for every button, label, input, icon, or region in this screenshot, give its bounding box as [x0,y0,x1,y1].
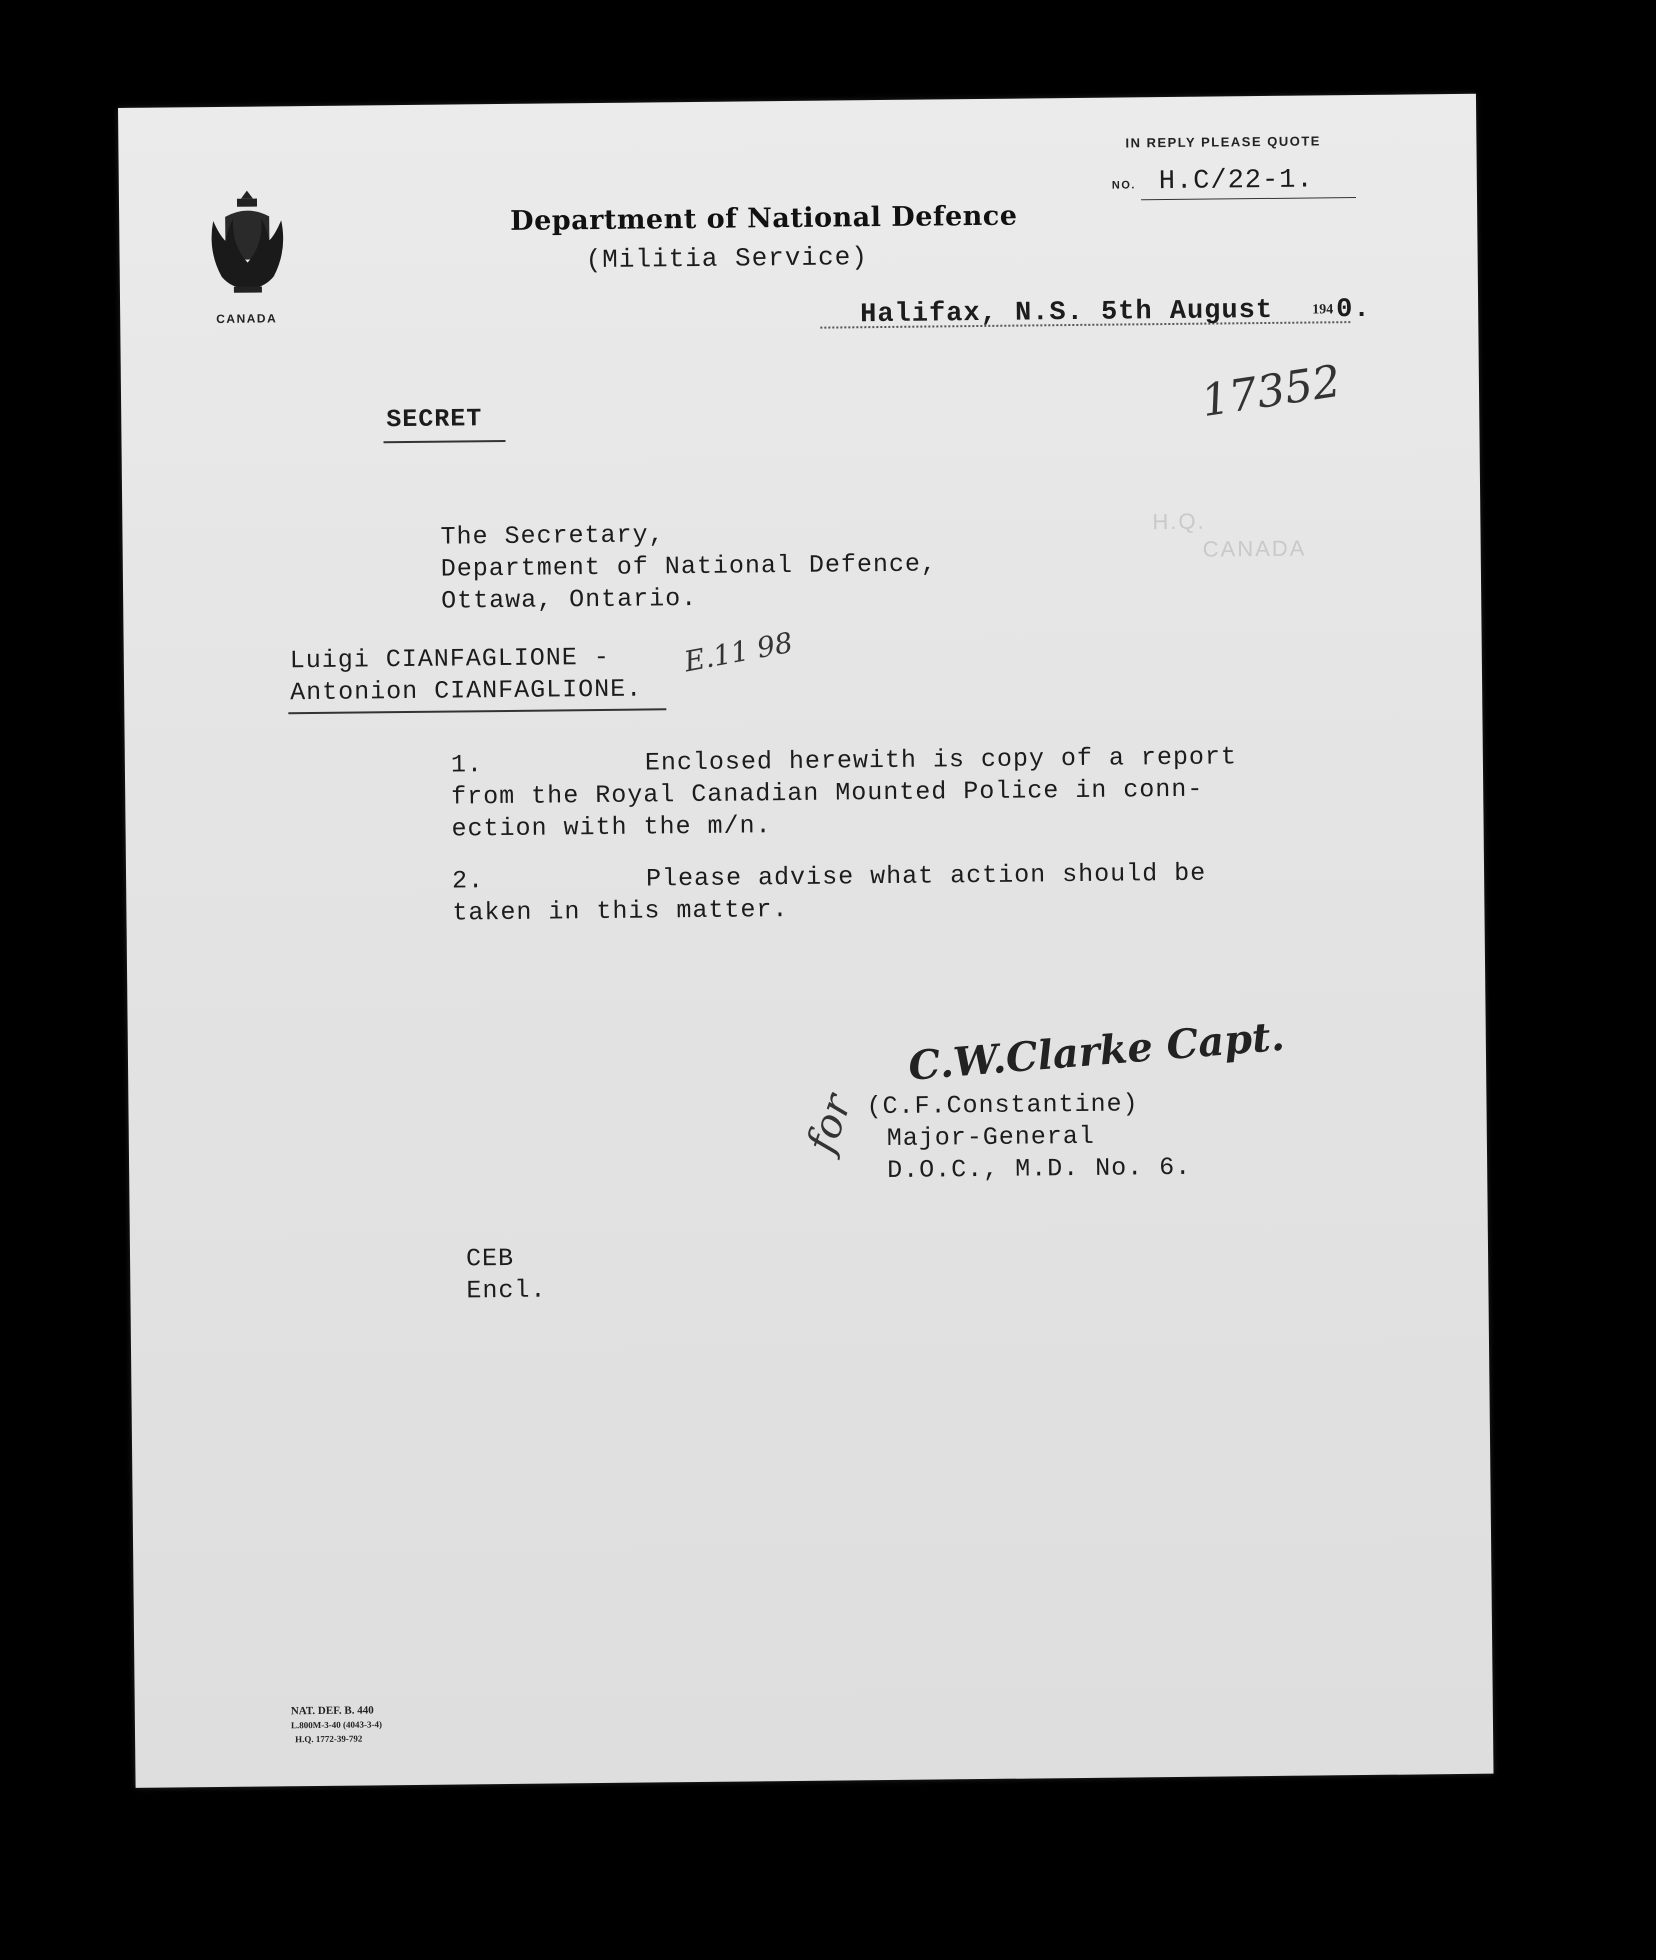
subject-underline [288,708,666,714]
file-number: H.C/22-1. [1158,165,1314,198]
form-code-line2: L.800M-3-40 (4043-3-4) [290,1719,382,1731]
recipient-line3: Ottawa, Ontario. [441,583,698,616]
signature-prefix: for [798,1088,862,1159]
enclosure-note: Encl. [466,1275,547,1306]
paragraph2-line1: Please advise what action should be [645,858,1207,894]
handwritten-ref: E.11 98 [681,625,796,679]
service-subtitle: (Militia Service) [585,242,869,276]
form-code-line1: NAT. DEF. B. 440 [290,1704,374,1718]
form-code-line3: H.Q. 1772-39-792 [295,1733,363,1745]
handwritten-number: 17352 [1198,355,1345,428]
year-typed: 0. [1336,294,1371,326]
paragraph2-number: 2. [451,866,485,896]
paragraph1-number: 1. [450,750,484,780]
recipient-line1: The Secretary, [440,520,665,552]
stamp-line2: CANADA [1202,535,1307,562]
file-number-prefix: NO. [1111,179,1136,192]
stamp-line1: H.Q. [1152,508,1206,535]
signatory-name: (C.F.Constantine) [866,1089,1139,1122]
paragraph1-line2: from the Royal Canadian Mounted Police in conn- [451,774,1204,812]
paragraph1-line3: ection with the m/n. [451,811,772,844]
year-printed: 194 [1312,302,1334,318]
canada-crest-icon [203,186,292,307]
recipient-line2: Department of National Defence, [440,549,938,584]
classification-underline [384,440,506,443]
signature: C.W.Clarke Capt. [906,1012,1287,1090]
reply-quote-label: IN REPLY PLEASE QUOTE [1125,133,1321,151]
crest-label: CANADA [216,311,278,326]
classification-label: SECRET [386,404,483,435]
signatory-title: D.O.C., M.D. No. 6. [887,1152,1192,1186]
paragraph2-line2: taken in this matter. [452,895,789,928]
file-number-underline [1141,197,1356,200]
subject-line2: Antonion CIANFAGLIONE. [289,674,643,708]
subject-line1: Luigi CIANFAGLIONE - [289,642,610,676]
place-date: Halifax, N.S. 5th August [860,295,1274,331]
typist-initials: CEB [465,1243,515,1274]
letter-page [118,94,1494,1788]
department-title: Department of National Defence [510,200,1018,237]
signatory-rank: Major-General [886,1121,1096,1154]
paragraph1-line1: Enclosed herewith is copy of a report [644,742,1238,778]
